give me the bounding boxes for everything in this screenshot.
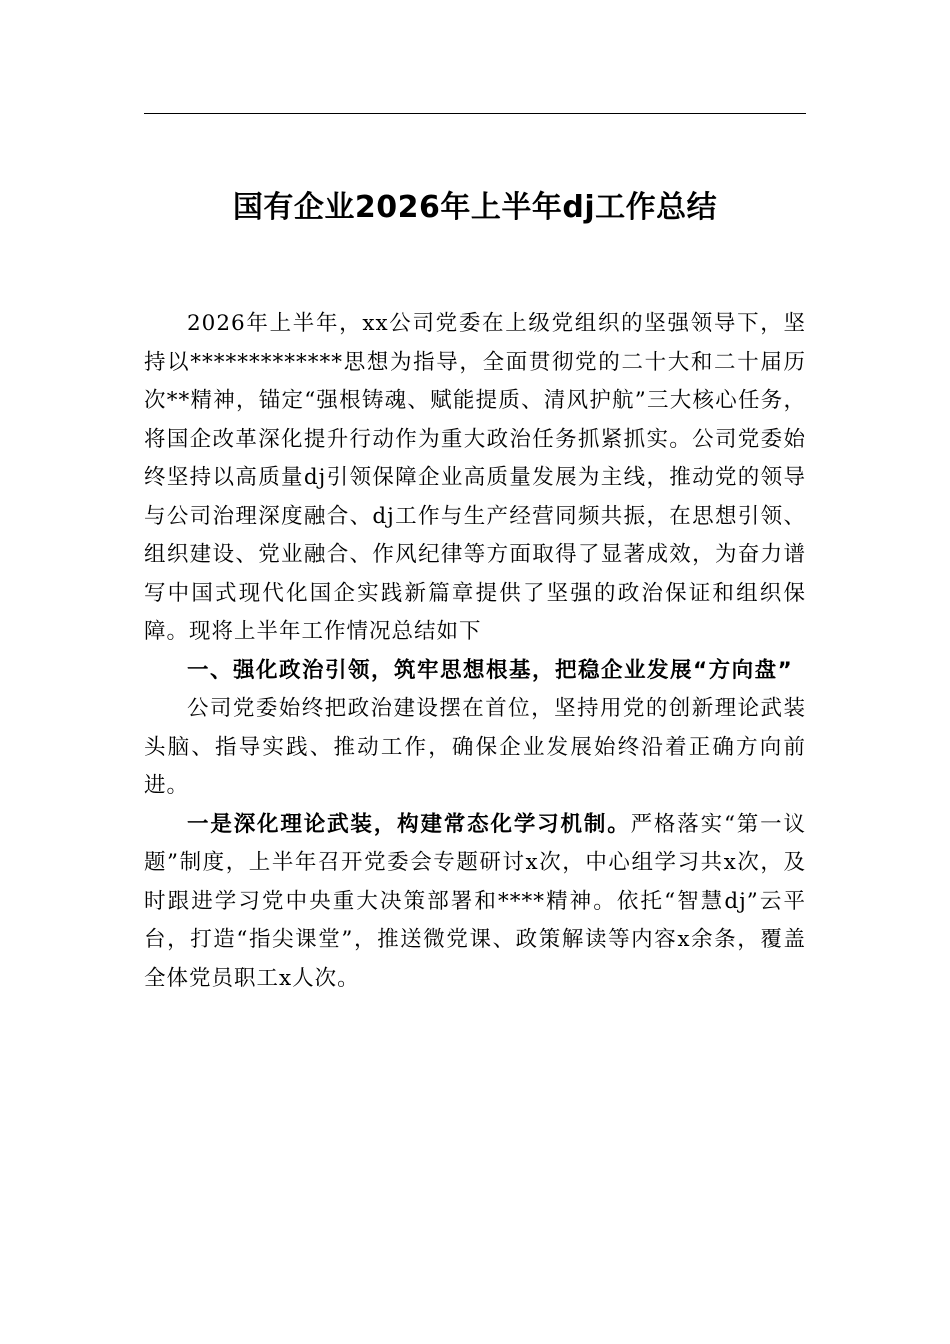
point-1-text: 严格落实“第一议题”制度，上半年召开党委会专题研讨x次，中心组学习共x次，及时跟进学习党中央重大决策部署和****精神。依托“智慧dj”云平台，打造“指尖课堂”，推送微党课、政策解读等内容x余条，覆盖全体党员职工x人次。 — [144, 811, 806, 991]
document-title: 国有企业2026年上半年dj工作总结 — [232, 190, 718, 225]
intro-paragraph: 2026年上半年，xx公司党委在上级党组织的坚强领导下，坚持以*************思想为指导，全面贯彻党的二十大和二十届历次**精神，锚定“强根铸魂、赋能提质、清风护航”三大核心任务，将国企改革深化提升行动作为重大政治任务抓紧抓实。公司党委始终坚持以高质量dj引领保障企业高质量发展为主线，推动党的领导与公司治理深度融合、dj工作与生产经营同频共振，在思想引领、组织建设、党业融合、作风纪律等方面取得了显著成效，为奋力谱写中国式现代化国企实践新篇章提供了坚强的政治保证和组织保障。现将上半年工作情况总结如下 — [144, 311, 806, 644]
document-page — [144, 0, 806, 1344]
header-rule — [144, 113, 806, 114]
point-1-lead: 一是深化理论武装，构建常态化学习机制。 — [187, 811, 631, 837]
document-body — [144, 305, 806, 998]
section-heading-1: 一、强化政治引领，筑牢思想根基，把稳企业发展“方向盘” — [187, 657, 794, 683]
point-1-paragraph — [144, 806, 806, 999]
section-1-intro-paragraph: 公司党委始终把政治建设摆在首位，坚持用党的创新理论武装头脑、指导实践、推动工作，确保企业发展始终沿着正确方向前进。 — [144, 696, 806, 798]
